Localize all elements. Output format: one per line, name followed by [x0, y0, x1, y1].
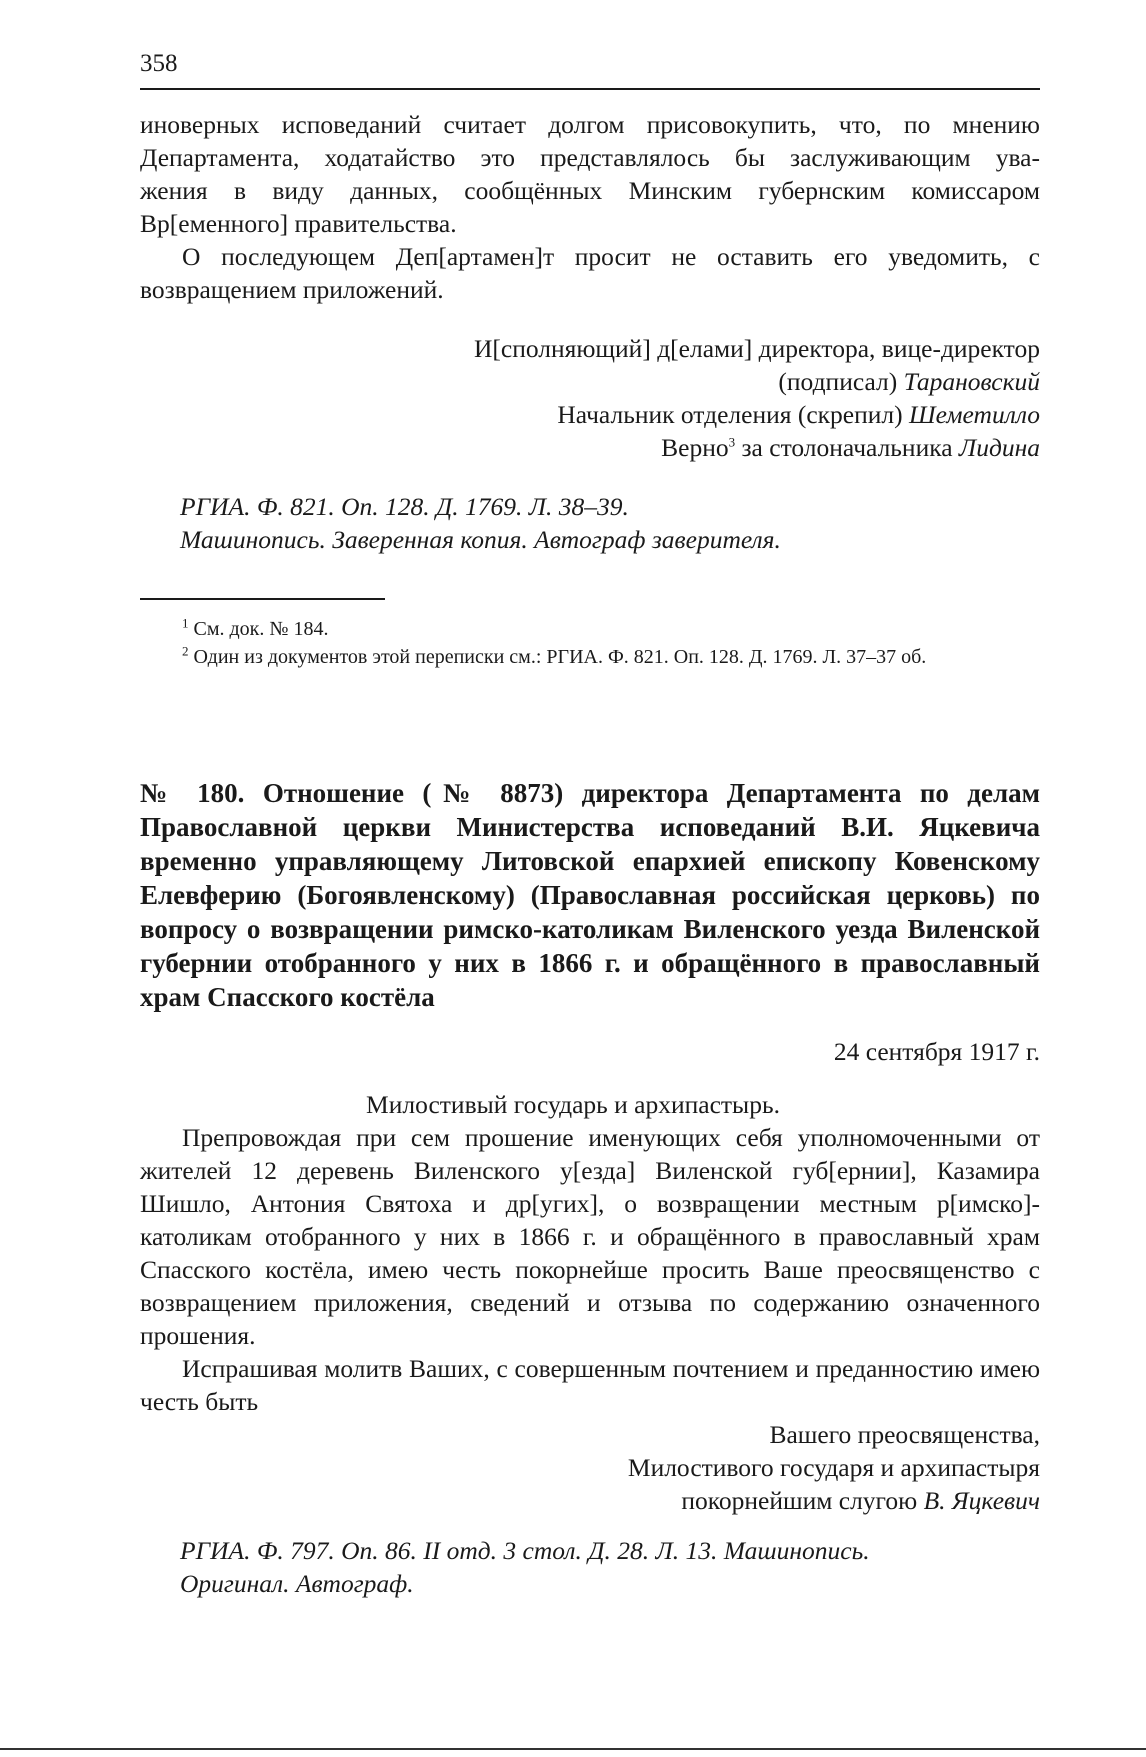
footnote-rule [140, 598, 385, 600]
top-paragraph-2: О последующем Деп[артамен]т просит не оставить его уведомить, с возвращением приложений. [140, 242, 1040, 304]
document-title: № 180. Отношение (№ 8873) директора Департамента по делам Православной церкви Министерства исповеданий В.И. Яцкевича временно управляющему Литовской епархией епископу Ковенскому Елевферию (Богоявленскому) (Православная российская церковь) по вопросу о возвращении римско-католикам Виленского уезда Виленской губернии отобранного у них в 1866 г. и обращённого в православный храм Спасского костёла [140, 778, 1040, 1012]
closing-block: Вашего преосвященства, Милостивого государя и архипастыря покорнейшим слугою В. Яцкевич [627, 1420, 1040, 1515]
bottom-rule [0, 1748, 1146, 1750]
signature-name: Тарановский [903, 367, 1040, 396]
signatures-block-1: И[сполняющий] д[елами] директора, вице-директор (подписал) Тарановский Начальник отделения (скрепил) Шеметилло Верно$^3$ за столоначальника Лидина [473, 334, 1040, 462]
signature-name: В. Яцкевич [923, 1486, 1040, 1515]
signature-name: Лидина [958, 433, 1040, 462]
salutation: Милостивый государь и архипастырь. [366, 1090, 780, 1119]
footnote-2: $^2$ Один из документов этой переписки см.: РГИА. Ф. 821. Оп. 128. Д. 1769. Л. 37–37 об. [182, 643, 927, 668]
archival-source-2: РГИА. Ф. 797. Оп. 86. II отд. 3 стол. Д. 28. Л. 13. Машинопись. Оригинал. Автограф. [180, 1536, 870, 1598]
body-paragraph-2: Испрашивая молитв Ваших, с совершенным почтением и преданностию имею честь быть [140, 1354, 1040, 1416]
header-rule [140, 88, 1040, 90]
footnote-1: $^1$ См. док. № 184. [182, 615, 329, 640]
body-paragraph-1: Препровождая при сем прошение именующих себя уполномоченными от жителей 12 деревень Виленского у[езда] Виленской губ[ернии], Казамира Шишло, Антония Святоха и др[угих], о возвращении местным р[имско]-католикам отобранного у них в 1866 г. и обращённого в православный храм Спасского костёла, имею честь покорнейше просить Ваше преосвященство с возвращением приложения, сведений и отзыва по содержанию означенного прошения. [140, 1123, 1040, 1350]
top-paragraph: иноверных исповеданий считает долгом присовокупить, что, по мнению Департамента, ходатайство это представлялось бы заслуживающим ува- жения в виду данных, сообщённых Минским губернским комиссаром Вр[еменного] правительства. [140, 110, 1040, 238]
page-number: 358 [140, 50, 178, 77]
signature-name: Шеметилло [909, 400, 1040, 429]
archival-source-1: РГИА. Ф. 821. Оп. 128. Д. 1769. Л. 38–39. Машинопись. Заверенная копия. Автограф заверителя. [180, 492, 781, 554]
document-date: 24 сентября 1917 г. [833, 1037, 1040, 1066]
